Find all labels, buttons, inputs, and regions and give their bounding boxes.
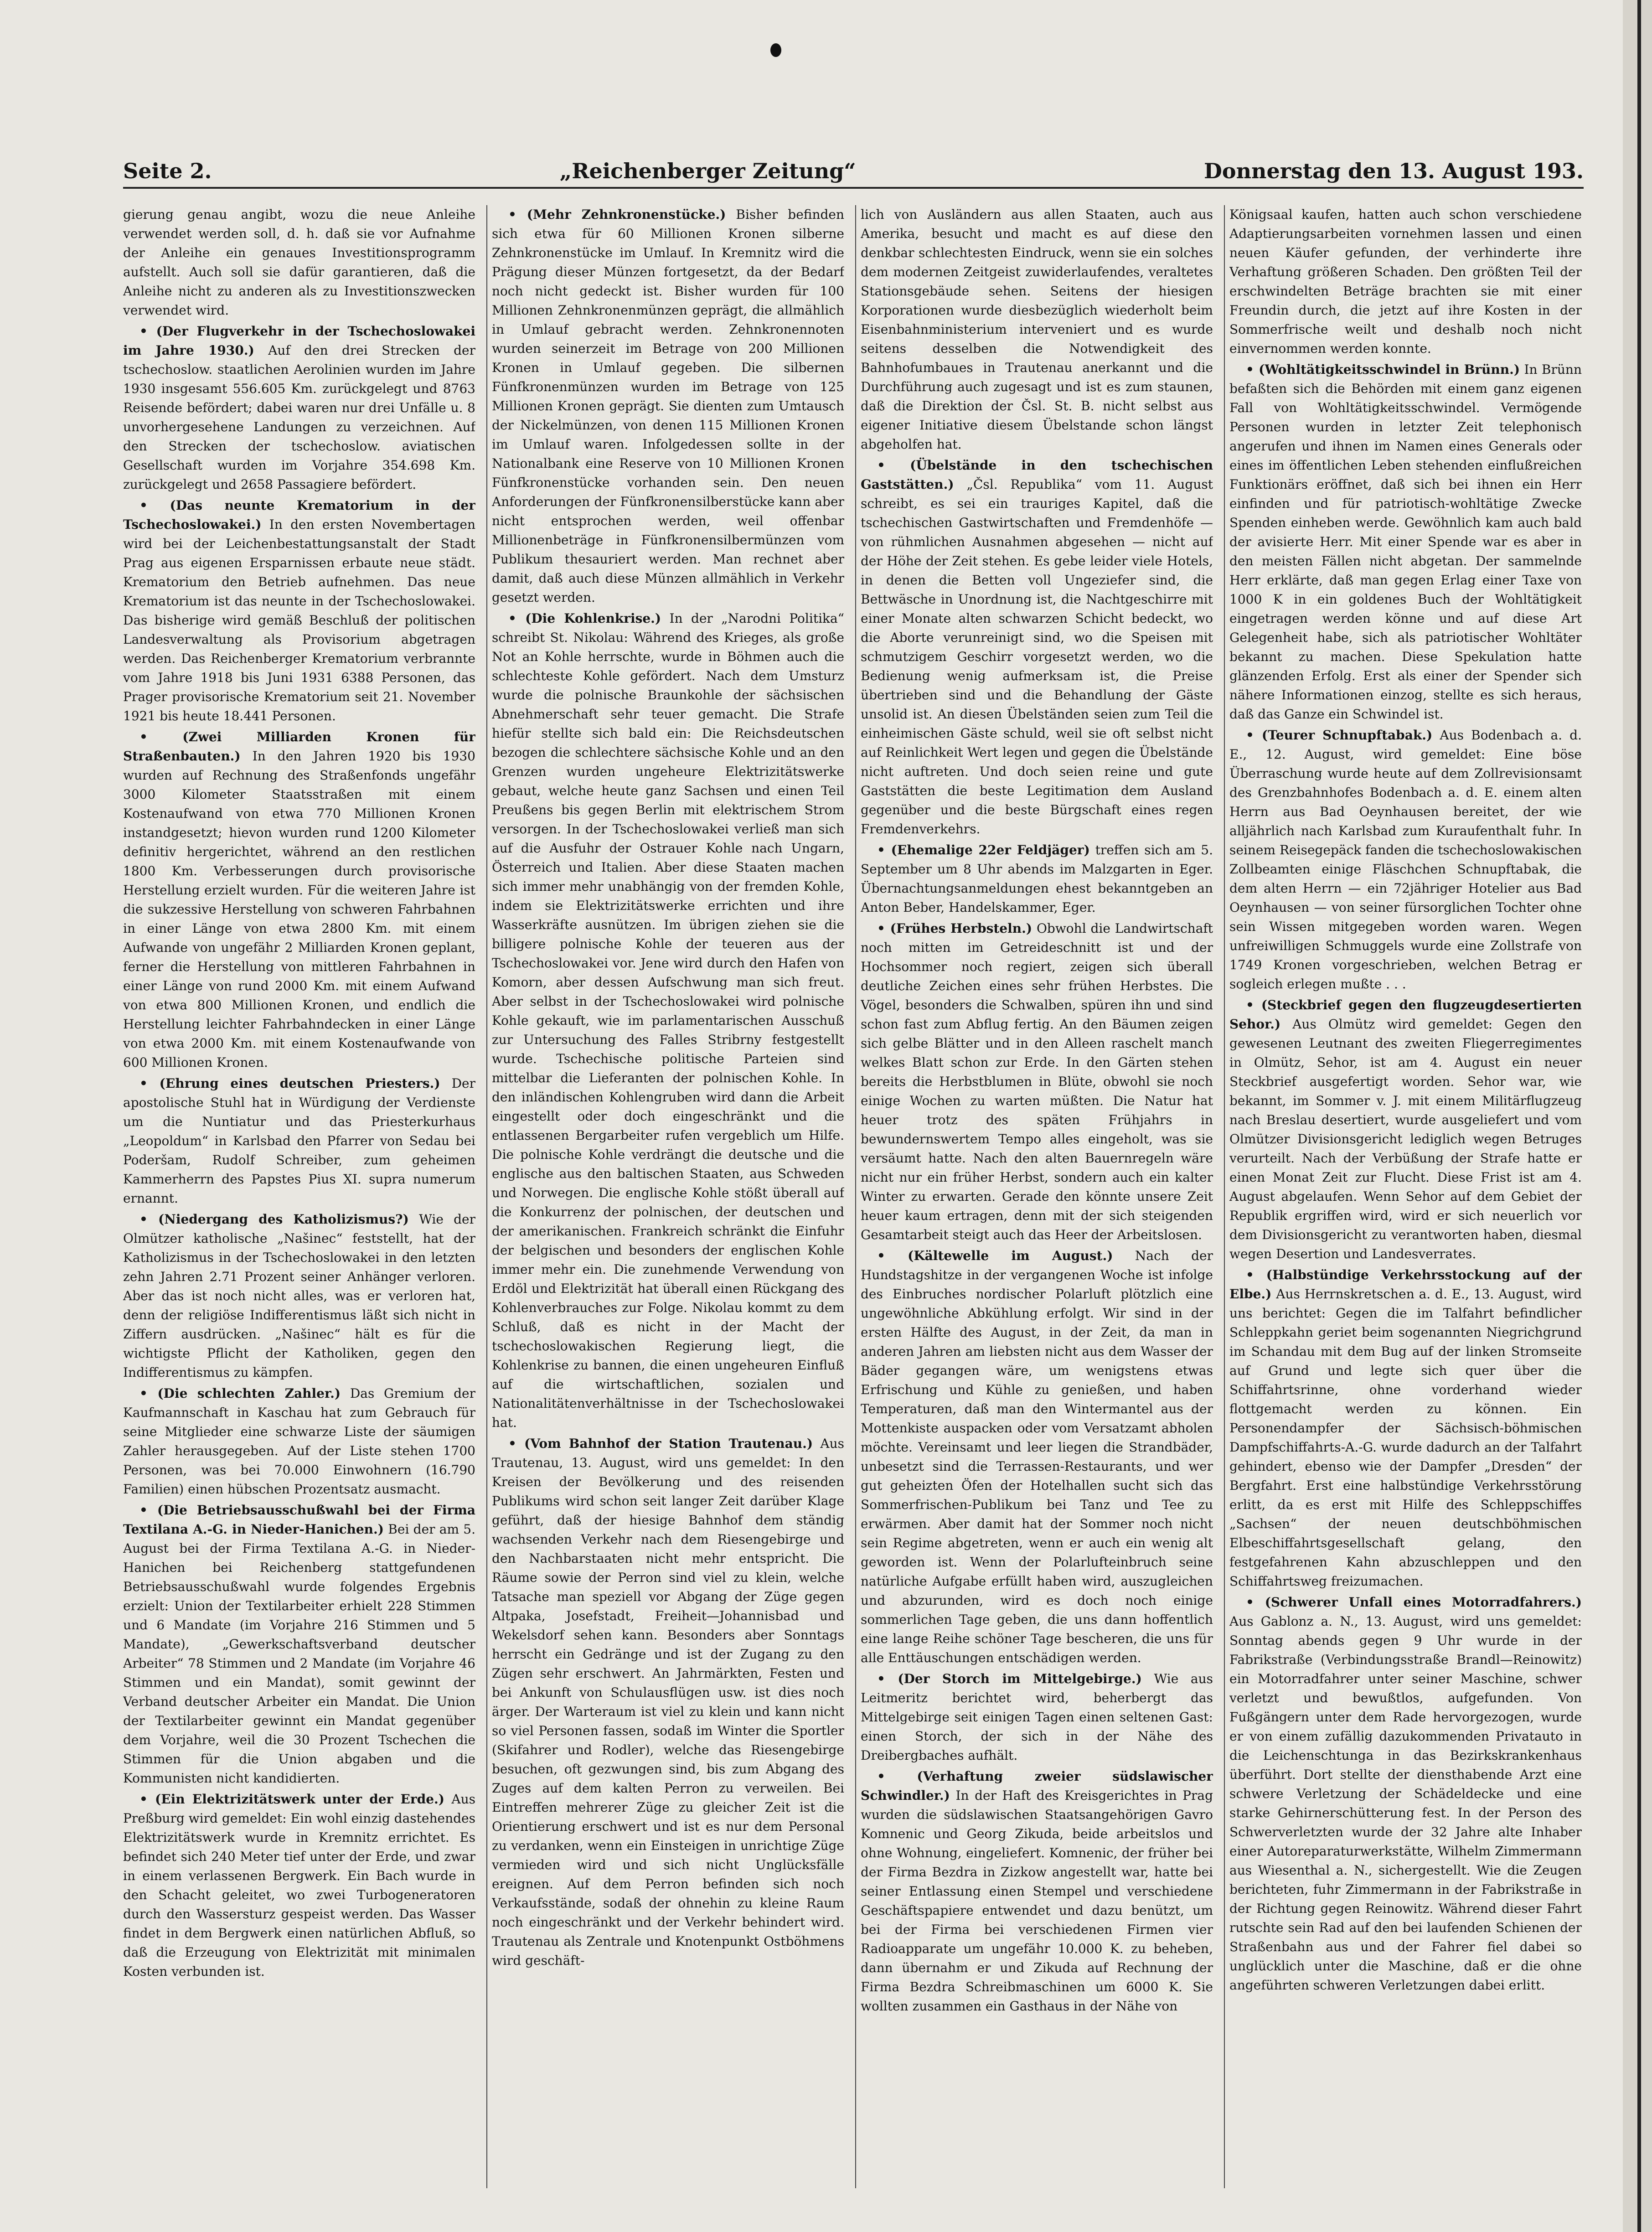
column-4 [1229, 205, 1582, 2188]
article-headline: • (Ein Elektrizitätswerk unter der Erde.) [139, 1792, 445, 1807]
article-body: Aus Preßburg wird gemeldet: Ein wohl einzig dastehendes Elektrizitätswerk wurde in Kremnitz errichtet. Es befindet sich 240 Meter tief unter der Erde, und zwar in einem verlassenen Bergwerk. Ein Bach wurde in den Schacht geleitet, wo zwei Turbogeneratoren durch den Wassersturz gespeist werden. Das Wasser findet in dem Bergwerk einen natürlichen Abfluß, so daß die Erzeugung von Elektrizität mit minimalen Kosten verbunden ist. [123, 1792, 475, 1979]
article-paragraph [123, 205, 475, 320]
article-body: treffen sich am 5. September um 8 Uhr abends im Malzgarten in Eger. Übernachtungsanmeldungen ehest bekanntgeben an Anton Beber, Handelskammer, Eger. [861, 842, 1213, 915]
article-headline: • (Schwerer Unfall eines Motorradfahrers.) [1246, 1595, 1582, 1610]
article-headline: • (Ehemalige 22er Feldjäger) [877, 842, 1090, 858]
article-paragraph [492, 1434, 844, 1970]
article-paragraph [123, 322, 475, 494]
article-paragraph [861, 1767, 1213, 2016]
column-3 [861, 205, 1213, 2188]
article-paragraph [861, 919, 1213, 1245]
article-paragraph [492, 609, 844, 1432]
article-paragraph [1229, 1266, 1582, 1591]
article-headline: • (Kältewelle im August.) [877, 1248, 1113, 1263]
article-paragraph [1229, 996, 1582, 1264]
article-body: Königsaal kaufen, hatten auch schon verschiedene Adaptierungsarbeiten vornehmen lassen und einen neuen Käufer gefunden, der verhinderte ihre Verhaftung größeren Schaden. Den größten Teil der erschwindelten Beträge brachten sie mit einer Freundin durch, die jetzt auf ihre Kosten in der Sommerfrische weilt und deshalb noch nicht einvernommen werden konnte. [1229, 207, 1582, 356]
article-columns [123, 205, 1582, 2188]
article-paragraph [123, 1074, 475, 1208]
article-paragraph [861, 841, 1213, 917]
header-rule [123, 187, 1584, 189]
article-headline: • (Das neunte Krematorium in der Tschechoslowakei.) [123, 498, 475, 532]
column-1 [123, 205, 475, 2188]
article-body: Aus Gablonz a. N., 13. August, wird uns gemeldet: Sonntag abends gegen 9 Uhr wurde in der Fabrikstraße (Verbindungsstraße Brandl—Reinowitz) ein Motorradfahrer unter seiner Maschine, schwer verletzt und bewußtlos, aufgefunden. Von Fußgängern unter dem Rade hervorgezogen, wurde er von einem zufällig dazukommenden Privatauto in die Leichenschtunga in das Bezirkskrankenhaus überführt. Dort stellte der diensthabende Arzt eine schwere Verletzung der Schädeldecke und eine starke Gehirnerschütterung fest. In der Person des Schwerverletzten wurde der 32 Jahre alte Inhaber einer Autoreparaturwerkstätte, Wilhelm Zimmermann aus Wiesenthal a. N., sichergestellt. Wie die Zeugen berichteten, fuhr Zimmermann in der Fabrikstraße in der Richtung gegen Reinowitz. Während dieser Fahrt rutschte sein Rad auf den bei laufenden Schienen der Straßenbahn aus und der Fahrer fiel dabei so unglücklich unter die Maschine, daß er die ohne angeführten schweren Verletzungen dabei erlitt. [1229, 1614, 1582, 1993]
article-body: lich von Ausländern aus allen Staaten, auch aus Amerika, besucht und macht es auf diese den denkbar schlechtesten Eindruck, wenn sie ein solches dem modernen Zeitgeist zuwiderlaufendes, veraltetes Stationsgebäude sehen. Seitens der hiesigen Korporationen wurde diesbezüglich wiederholt beim Eisenbahnministerium interveniert und es wurde seitens desselben die Notwendigkeit des Bahnhofumbaues in Trautenau anerkannt und die Durchführung auch zugesagt und ist es zum staunen, daß die Direktion der Čsl. St. B. nicht selbst aus eigener Initiative diesem Übelstande schon längst abgeholfen hat. [861, 207, 1213, 452]
page-number: Seite 2. [123, 159, 212, 183]
article-paragraph [123, 1384, 475, 1499]
article-body: gierung genau angibt, wozu die neue Anleihe verwendet werden soll, d. h. daß sie vor Aufnahme der Anleihe ein genaues Investitionsprogramm aufstellt. Auch soll sie dafür garantieren, daß die Anleihe nicht zu anderen als zu Investitionszwecken verwendet wird. [123, 207, 475, 318]
article-body: Der apostolische Stuhl hat in Würdigung der Verdienste um die Nuntiatur und das Priesterkurhaus „Leopoldum“ in Karlsbad den Pfarrer von Sedau bei Poderšam, Rudolf Schreiber, zum geheimen Kammerherrn des Papstes Pius XI. supra numerum ernannt. [123, 1076, 475, 1206]
article-body: Bei der am 5. August bei der Firma Textilana A.-G. in Nieder-Hanichen bei Reichenberg stattgefundenen Betriebsausschußwahl wurde folgendes Ergebnis erzielt: Union der Textilarbeiter erhielt 228 Stimmen und 6 Mandate (im Vorjahre 216 Stimmen und 5 Mandate), „Gewerkschaftsverband deutscher Arbeiter“ 78 Stimmen und 2 Mandate (im Vorjahre 46 Stimmen und ein Mandat), somit gewinnt der Verband deutscher Arbeiter ein Mandat. Die Union der Textilarbeiter gewinnt ein Mandat gegenüber dem Vorjahre, weil die 30 Prozent Tschechen die Stimmen für die Union abgaben und die Kommunisten nicht kandidierten. [123, 1522, 475, 1786]
article-paragraph [861, 1669, 1213, 1765]
scan-edge-stripe [1637, 0, 1641, 2232]
article-paragraph [123, 1790, 475, 1981]
top-ornament [770, 43, 781, 57]
column-divider [1224, 205, 1225, 2188]
article-body: In den ersten Novembertagen wird bei der Leichenbestattungsanstalt der Stadt Prag aus eigenen Ersparnissen erbaute neue städt. Krematorium den Betrieb aufnehmen. Das neue Krematorium ist das neunte in der Tschechoslowakei. Das bisherige wird gemäß Beschluß der politischen Landesverwaltung als Provisorium abgetragen werden. Das Reichenberger Krematorium verbrannte vom Jahre 1918 bis Juni 1931 6388 Personen, das Prager provisorische Krematorium seit 21. November 1921 bis heute 18.441 Personen. [123, 517, 475, 723]
article-headline: • (Steckbrief gegen den flugzeugdesertierten Sehor.) [1229, 997, 1582, 1032]
article-body: In Brünn befaßten sich die Behörden mit einem ganz eigenen Fall von Wohltätigkeitsschwindel. Vermögende Personen wurden in letzter Zeit telephonisch angerufen und ihnen im Namen eines Generals oder eines im öffentlichen Leben stehenden einflußreichen Funktionärs eröffnet, daß sich bei ihnen ein Herr einfinden und für patriotisch-wohltätige Zwecke Spenden einheben werde. Gewöhnlich kam auch bald der avisierte Herr. Mit einer Spende war es aber in den meisten Fällen nicht abgetan. Der sammelnde Herr erklärte, daß man gegen Erlag einer Taxe von 1000 K in ein goldenes Buch der Wohltätigkeit eingetragen werden könne und auf diese Art Gelegenheit habe, sich als patriotischer Wohltäter bekannt zu machen. Diese Spekulation hatte glänzenden Erfolg. Erst als einer der Spender sich nähere Informationen einzog, stellte es sich heraus, daß das Ganze ein Schwindel ist. [1229, 362, 1582, 722]
article-paragraph [861, 456, 1213, 839]
article-paragraph [1229, 726, 1582, 994]
article-paragraph [123, 1210, 475, 1382]
article-body: Aus Herrnskretschen a. d. E., 13. August, wird uns berichtet: Gegen die im Talfahrt befindlicher Schleppkahn geriet beim sogenannten Niegrichgrund im Schandau mit dem Bug auf der linken Stromseite auf Grund und legte sich quer über die Schiffahrtsrinne, ohne vorderhand wieder flottgemacht werden zu können. Ein Personendampfer der Sächsisch-böhmischen Dampfschiffahrts-A.-G. wurde dadurch an der Talfahrt gehindert, ebenso wie der Dampfer „Dresden“ der Bergfahrt. Erst eine halbstündige Verkehrsstörung erlitt, da es erst mit Hilfe des Schleppschiffes „Sachsen“ der neuen deutschböhmischen Elbeschiffahrtsgesellschaft gelang, den festgefahrenen Kahn abzuschleppen und den Schiffahrtsweg freizumachen. [1229, 1286, 1582, 1589]
article-body: Bisher befinden sich etwa für 60 Millionen Kronen silberne Zehnkronenstücke im Umlauf. In Kremnitz wird die Prägung dieser Münzen fortgesetzt, da der Bedarf noch nicht gedeckt ist. Bisher wurden für 100 Millionen Zehnkronenmünzen geprägt, die allmählich in Umlauf gebracht werden. Zehnkronennoten wurden seinerzeit im Betrage von 200 Millionen Kronen in Umlauf gegeben. Die silbernen Fünfkronenmünzen wurden im Betrage von 125 Millionen Kronen geprägt. Sie dienten zum Umtausch der Nickelmünzen, von denen 115 Millionen Kronen im Umlauf waren. Infolgedessen sollte in der Nationalbank eine Reserve von 10 Millionen Kronen Fünfkronenstücke vorhanden sein. Den neuen Anforderungen der Fünfkronensilberstücke kann aber nicht entsprochen werden, weil offenbar Millionenbeträge in Fünfkronensilbermünzen vom Publikum thesauriert werden. Man rechnet aber damit, daß auch diese Münzen allmählich in Verkehr gesetzt werden. [492, 207, 844, 605]
article-headline: • (Zwei Milliarden Kronen für Straßenbauten.) [123, 729, 475, 764]
column-divider [486, 205, 487, 2188]
article-paragraph [123, 1501, 475, 1788]
article-body: In den Jahren 1920 bis 1930 wurden auf Rechnung des Straßenfonds ungefähr 3000 Kilometer Staatsstraßen mit einem Kostenaufwand von etwa 770 Millionen Kronen instandgesetzt; hievon wurden rund 1200 Kilometer definitiv hergerichtet, während an den restlichen 1800 Km. Verbesserungen durch provisorische Herstellung erzielt wurden. Für die weiteren Jahre ist die sukzessive Herstellung von schweren Fahrbahnen in einer Länge von etwa 2800 Km. mit einem Aufwande von ungefähr 2 Milliarden Kronen geplant, ferner die Herstellung von mittleren Fahrbahnen in einer Länge von rund 2000 Km. mit einem Aufwand von etwa 800 Millionen Kronen, und endlich die Herstellung leichter Fahrbahndecken in einer Länge von etwa 2000 Km. mit einem Kostenaufwande von 600 Millionen Kronen. [123, 749, 475, 1070]
article-headline: • (Wohltätigkeitsschwindel in Brünn.) [1246, 362, 1520, 377]
newspaper-title: „Reichenberger Zeitung“ [559, 159, 856, 183]
article-paragraph [861, 205, 1213, 454]
article-headline: • (Frühes Herbsteln.) [877, 921, 1032, 936]
article-paragraph [861, 1246, 1213, 1668]
article-headline: • (Übelstände in den tschechischen Gaststätten.) [861, 458, 1213, 492]
article-paragraph [123, 496, 475, 726]
article-paragraph [123, 728, 475, 1072]
article-body: „Čsl. Republika“ vom 11. August schreibt, es sei ein trauriges Kapitel, daß die tschechischen Gastwirtschaften und Fremdenhöfe — von rühmlichen Ausnahmen abgesehen — nicht auf der Höhe der Zeit stehen. Es gebe leider viele Hotels, in denen die Betten voll Ungeziefer sind, die Bettwäsche in Unordnung ist, die Nachtgeschirre mit einer Monate alten schwarzen Schicht bedeckt, wo die Aborte verunreinigt sind, wo die Speisen mit schmutzigem Geschirr vorgesetzt werden, wo die Bedienung wenig aufmerksam ist, die Preise übertrieben sind und die Behandlung der Gäste unsolid ist. An diesen Übelständen seien zum Teil die einheimischen Gäste schuld, weil sie oft selbst nicht auf Reinlichkeit Wert legen und gegen die Übelstände nicht auftreten. Und doch seien reine und gute Gaststätten die beste Legitimation dem Ausland gegenüber und die beste Bürgschaft eines regen Fremdenverkehrs. [861, 477, 1213, 837]
column-divider [855, 205, 856, 2188]
article-body: Auf den drei Strecken der tschechoslow. staatlichen Aerolinien wurden im Jahre 1930 insgesamt 556.605 Km. zurückgelegt und 8763 Reisende befördert; dabei waren nur drei Unfälle u. 8 unvorhergesehene Landungen zu verzeichnen. Auf den Strecken der tschechoslow. aviatischen Gesellschaft wurden im Vorjahre 354.698 Km. zurückgelegt und 2658 Passagiere befördert. [123, 343, 475, 492]
article-body: Aus Olmütz wird gemeldet: Gegen den gewesenen Leutnant des zweiten Fliegerregimentes in Olmütz, Sehor, ist am 4. August ein neuer Steckbrief ausgefertigt worden. Sehor war, wie bekannt, im Sommer v. J. mit einem Militärflugzeug nach Breslau desertiert, wurde ausgeliefert und vom Olmützer Divisionsgericht lediglich wegen Betruges verurteilt. Nach der Verbüßung der Strafe hatte er einen Monat Zeit zur Flucht. Diese Frist ist am 4. August abgelaufen. Wenn Sehor auf dem Gebiet der Republik ergriffen wird, wird er sich neuerlich vor dem Divisionsgericht zu verantworten haben, diesmal wegen Desertion und Landesverrates. [1229, 1017, 1582, 1261]
article-body: In der „Narodni Politika“ schreibt St. Nikolau: Während des Krieges, als große Not an Kohle herrschte, wurde in Böhmen auch die schlechteste Kohle gefördert. Nach dem Umsturz wurde die polnische Braunkohle der sächsischen Abnehmerschaft sehr teuer gemacht. Die Strafe hiefür stellte sich bald ein: Die Reichsdeutschen bezogen die schlechtere sächsische Kohle und an den Grenzen wurden ungeheure Elektrizitätswerke gebaut, welche heute ganz Sachsen und einen Teil Preußens bis gegen Berlin mit elektrischem Strom versorgen. In der Tschechoslowakei verließ man sich auf die Ausfuhr der Ostrauer Kohle nach Ungarn, Österreich und Italien. Aber diese Staaten machen sich immer mehr unabhängig von der fremden Kohle, indem sie Elektrizitätswerke errichten und ihre Wasserkräfte ausnützen. Im übrigen ziehen sie die billigere polnische Kohle der teueren aus der Tschechoslowakei vor. Jene wird durch den Hafen von Komorn, aber dessen Aufschwung man sich freut. Aber selbst in der Tschechoslowakei wird polnische Kohle gekauft, wie im parlamentarischen Ausschuß zur Untersuchung des Falles Stribrny festgestellt wurde. Tschechische politische Parteien sind mittelbar die Lieferanten der polnischen Kohle. In den inländischen Kohlengruben wird dann die Arbeit eingestellt oder doch eingeschränkt und die entlassenen Bergarbeiter rufen vergeblich um Hilfe. Die polnische Kohle verdrängt die deutsche und die englische aus den baltischen Staaten, aus Schweden und Norwegen. Die englische Kohle stößt überall auf die Konkurrenz der polnischen, der deutschen und der amerikanischen. Frankreich schränkt die Einfuhr der belgischen und besonders der englischen Kohle immer mehr ein. Die zunehmende Verwendung von Erdöl und Elektrizität hat überall einen Rückgang des Kohlenverbrauches zur Folge. Nikolau kommt zu dem Schluß, daß es nicht in der Macht der tschechoslowakischen Regierung liegt, die Kohlenkrise zu bannen, die einen ungeheuren Einfluß auf die wirtschaftlichen, sozialen und Nationalitätenverhältnisse in der Tschechoslowakei hat. [492, 611, 844, 1430]
article-paragraph [1229, 1593, 1582, 1995]
article-headline: • (Die Betriebsausschußwahl bei der Firma Textilana A.-G. in Nieder-Hanichen.) [123, 1503, 475, 1537]
article-headline: • (Halbstündige Verkehrsstockung auf der Elbe.) [1229, 1267, 1582, 1302]
article-headline: • (Vom Bahnhof der Station Trautenau.) [508, 1436, 813, 1451]
article-headline: • (Der Flugverkehr in der Tschechoslowakei im Jahre 1930.) [123, 324, 475, 358]
issue-date: Donnerstag den 13. August 193. [1204, 159, 1584, 183]
article-body: Wie aus Leitmeritz berichtet wird, beherbergt das Mittelgebirge seit einigen Tagen einen seltenen Gast: einen Storch, der sich in der Nähe des Dreibergbaches aufhält. [861, 1671, 1213, 1763]
article-headline: • (Mehr Zehnkronenstücke.) [508, 207, 726, 222]
article-paragraph [492, 205, 844, 607]
article-headline: • (Der Storch im Mittelgebirge.) [877, 1671, 1142, 1686]
article-body: Wie der Olmützer katholische „Našinec“ feststellt, hat der Katholizismus in der Tschechoslowakei in den letzten zehn Jahren 2.71 Prozent seiner Anhänger verloren. Aber das ist noch nicht alles, was er verloren hat, denn der religiöse Indifferentismus läßt sich nicht in Ziffern ausdrücken. „Našinec“ hält es für die wichtigste Pflicht der Katholiken, gegen den Indifferentismus zu kämpfen. [123, 1212, 475, 1380]
article-paragraph [1229, 205, 1582, 358]
article-headline: • (Niedergang des Katholizismus?) [139, 1212, 409, 1227]
article-body: Das Gremium der Kaufmannschaft in Kaschau hat zum Gebrauch für seine Mitglieder eine schwarze Liste der säumigen Zahler herausgegeben. Auf der Liste stehen 1700 Personen, was bei 70.000 Einwohnern (16.790 Familien) einen hübschen Prozentsatz ausmacht. [123, 1386, 475, 1497]
article-body: Aus Trautenau, 13. August, wird uns gemeldet: In den Kreisen der Bevölkerung und des reisenden Publikums wird schon seit langer Zeit darüber Klage geführt, daß der hiesige Bahnhof dem ständig wachsenden Verkehr nach dem Riesengebirge und den Nachbarstaaten nicht mehr entspricht. Die Räume sowie der Perron sind viel zu klein, welche Tatsache man speziell vor Abgang der Züge gegen Altpaka, Josefstadt, Freiheit—Johannisbad und Wekelsdorf sehen kann. Besonders aber Sonntags herrscht ein Gedränge und ist der Zugang zu den Zügen sehr erschwert. An Jahrmärkten, Festen und bei Ankunft von Schulausflügen usw. ist dies noch ärger. Der Warteraum ist viel zu klein und kann nicht so viel Personen fassen, sodaß im Winter die Sportler (Skifahrer und Rodler), welche das Riesengebirge besuchen, oft gezwungen sind, bis zum Abgang des Zuges auf dem kalten Perron zu verweilen. Bei Eintreffen mehrerer Züge zu gleicher Zeit ist die Orientierung erschwert und ist es nur dem Personal zu verdanken, wenn ein Einsteigen in unrichtige Züge vermieden wird und sich nicht Unglücksfälle ereignen. Auf dem Perron befinden sich noch Verkaufsstände, sodaß der ohnehin zu kleine Raum noch eingeschränkt und der Verkehr behindert wird. Trautenau als Zentrale und Knotenpunkt Ostböhmens wird geschäft- [492, 1436, 844, 1968]
article-headline: • (Die schlechten Zahler.) [139, 1386, 341, 1401]
article-headline: • (Verhaftung zweier südslawischer Schwindler.) [861, 1769, 1213, 1803]
article-paragraph [1229, 360, 1582, 724]
article-headline: • (Teurer Schnupftabak.) [1246, 728, 1433, 743]
article-body: Nach der Hundstagshitze in der vergangenen Woche ist infolge des Einbruches nordischer Polarluft plötzlich eine ungewöhnliche Abkühlung erfolgt. Wir sind in der ersten Hälfte des August, in der Zeit, da man in anderen Jahren am liebsten nicht aus dem Wasser der Bäder gegangen wäre, um wenigstens etwas Erfrischung und Kühle zu genießen, und haben Temperaturen, daß man den Wintermantel aus der Mottenkiste auspacken oder vom Versatzamt abholen möchte. Vereinsamt und leer liegen die Strandbäder, unbesetzt sind die Terrassen-Restaurants, und wer gut geheizten Öfen der Hotelhallen sucht sich das Sommerfrischen-Publikum bei Tanz und Tee zu erwärmen. Aber damit hat der Sommer noch nicht sein Regime abgetreten, wenn er auch ein wenig alt geworden ist. Wenn der Polarlufteinbruch seine natürliche Aufgabe erfüllt haben wird, auszugleichen und abzurunden, wird es doch noch einige sommerlichen Tage geben, die uns dann hoffentlich eine lange Reihe schöner Tage bescheren, die uns für alle Enttäuschungen entschädigen werden. [861, 1248, 1213, 1665]
article-headline: • (Die Kohlenkrise.) [508, 611, 661, 626]
article-body: In der Haft des Kreisgerichtes in Prag wurden die südslawischen Staatsangehörigen Gavro Komnenic und Georg Zikuda, beide arbeitslos und ohne Wohnung, eingeliefert. Komnenic, der früher bei der Firma Bezdra in Zizkow angestellt war, hatte bei seiner Entlassung einen Stempel und verschiedene Geschäftspapiere entwendet und dazu benützt, um bei der Firma bei verschiedenen Firmen vier Radioapparate um ungefähr 10.000 K. zu beheben, dann übernahm er und Zikuda auf Rechnung der Firma Bezdra Schreibmaschinen um 6000 K. Sie wollten zusammen ein Gasthaus in der Nähe von [861, 1788, 1213, 2014]
article-body: Obwohl die Landwirtschaft noch mitten im Getreideschnitt ist und der Hochsommer noch regiert, zeigen sich überall deutliche Zeichen eines sehr frühen Herbstes. Die Vögel, besonders die Schwalben, spüren ihn und sind schon fast zum Abflug fertig. An den Bäumen zeigen sich gelbe Blätter und in den Alleen raschelt manch welkes Blatt schon zur Erde. In den Gärten stehen bereits die Herbstblumen in Blüte, obwohl sie noch einige Wochen zu warten müßten. Die Natur hat heuer trotz des späten Frühjahrs in bewundernswertem Tempo alles eingeholt, was sie versäumt hatte. Nach den alten Bauernregeln wäre nicht nur ein früher Herbst, sondern auch ein kalter Winter zu erwarten. Gerade den könnte unsere Zeit heuer kaum ertragen, denn mit der sich steigenden Gesamtarbeit steigt auch das Heer der Arbeitslosen. [861, 921, 1213, 1242]
article-headline: • (Ehrung eines deutschen Priesters.) [139, 1076, 440, 1091]
article-body: Aus Bodenbach a. d. E., 12. August, wird gemeldet: Eine böse Überraschung wurde heute auf dem Zollrevisionsamt des Grenzbahnhofes Bodenbach a. d. E. einem alten Herrn aus Bad Oeynhausen bereitet, der wie alljährlich nach Karlsbad zum Kuraufenthalt fuhr. In seinem Reisegepäck fanden die tschechoslowakischen Zollbeamten einige Fläschchen Schnupftabak, die dem alten Herrn — ein 72jähriger Hotelier aus Bad Oeynhausen — von seiner fürsorglichen Tochter ohne sein Wissen mitgegeben worden waren. Wegen unfreiwilligen Schmuggels wurde eine Zollstrafe von 1749 Kronen vorgeschrieben, welchen Betrag er sogleich erlegen mußte . . . [1229, 728, 1582, 992]
page-header [123, 150, 1584, 191]
column-2 [492, 205, 844, 2188]
